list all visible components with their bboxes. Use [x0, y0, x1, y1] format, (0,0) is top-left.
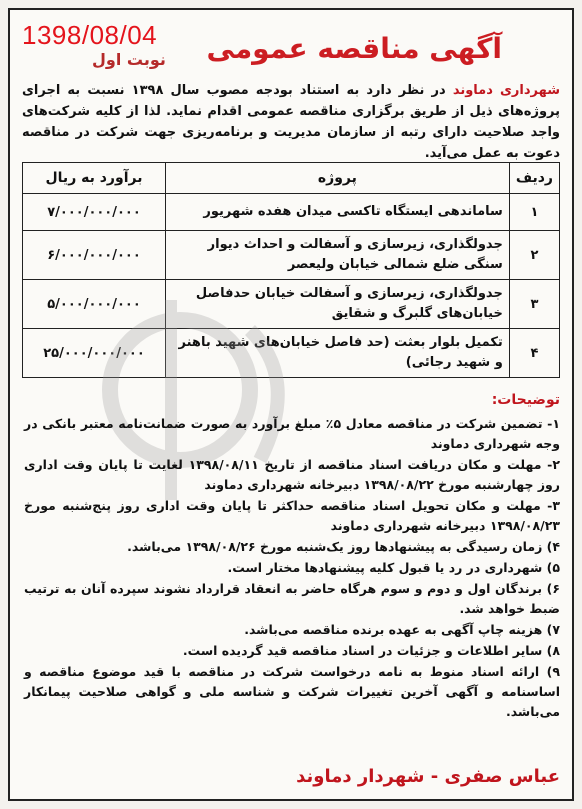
header-row-number: ردیف — [509, 163, 559, 194]
note-item: ۹) ارائه اسناد منوط به نامه درخواست شرکت در مناقصه با قید موضوع مناقصه و اساسنامه و آگهی آخرین تغییرات شرکت و شناسه ملی و گواهی صلاحیت پیمانکار می‌باشد. — [24, 664, 560, 719]
notes-list — [24, 414, 560, 723]
project-estimate: ۶/۰۰۰/۰۰۰/۰۰۰ — [23, 231, 166, 280]
projects-table — [22, 162, 560, 378]
signature: عباس صفری - شهردار دماوند — [296, 766, 560, 787]
note-item: ۵) شهرداری در رد یا قبول کلیه پیشنهادها مختار است. — [227, 560, 560, 575]
note-item: ۷) هزینه چاپ آگهی به عهده برنده مناقصه می‌باشد. — [244, 622, 560, 637]
row-number: ۲ — [509, 231, 559, 280]
tender-notice — [8, 8, 574, 801]
date-stamp: 1398/08/04 — [22, 20, 158, 50]
row-number: ۱ — [509, 194, 559, 231]
header-project: پروژه — [166, 163, 510, 194]
header-estimate: برآورد به ریال — [23, 163, 166, 194]
intro-paragraph — [22, 80, 560, 164]
notice-headline: آگهی مناقصه عمومی — [206, 32, 502, 65]
project-estimate: ۵/۰۰۰/۰۰۰/۰۰۰ — [23, 280, 166, 329]
note-item: ۳- مهلت و مکان تحویل اسناد مناقصه حداکثر تا پایان وقت اداری روز پنج‌شنبه مورخ ۱۳۹۸/۰۸/۲۳ دبیرخانه شهرداری دماوند — [24, 498, 560, 533]
project-name: ساماندهی ایستگاه تاکسی میدان هفده شهریور — [166, 194, 510, 231]
note-item: ۸) سایر اطلاعات و جزئیات در اسناد مناقصه قید گردیده است. — [182, 643, 560, 658]
project-estimate: ۲۵/۰۰۰/۰۰۰/۰۰۰ — [23, 329, 166, 378]
table-row — [23, 231, 560, 280]
table-row — [23, 329, 560, 378]
project-estimate: ۷/۰۰۰/۰۰۰/۰۰۰ — [23, 194, 166, 231]
note-item: ۴) زمان رسیدگی به پیشنهادها روز یک‌شنبه مورخ ۱۳۹۸/۰۸/۲۶ می‌باشد. — [127, 539, 560, 554]
project-name: جدولگذاری، زیرسازی و آسفالت و احداث دیوار سنگی ضلع شمالی خیابان ولیعصر — [166, 231, 510, 280]
notes-title: توضیحات: — [491, 392, 560, 408]
row-number: ۳ — [509, 280, 559, 329]
note-item: ۶) برندگان اول و دوم و سوم هرگاه حاضر به انعقاد قرارداد نشوند سپرده آنان به ترتیب ضبط خواهد شد. — [24, 581, 560, 616]
intro-text: در نظر دارد به استناد بودجه مصوب سال ۱۳۹۸ نسبت به اجرای پروژه‌های ذیل از طریق برگزاری مناقصه عمومی اقدام نماید. لذا از کلیه شرکت‌های واجد صلاحیت دارای رتبه از سازمان مدیریت و برنامه‌ریزی جهت شرکت در مناقصه دعوت به عمل می‌آید. — [22, 83, 560, 161]
edition-label: نوبت اول — [92, 50, 166, 69]
note-item: ۱- تضمین شرکت در مناقصه معادل ۵٪ مبلغ برآورد به صورت ضمانت‌نامه معتبر بانکی در وجه شهرداری دماوند — [24, 416, 560, 451]
table-row — [23, 280, 560, 329]
note-item: ۲- مهلت و مکان دریافت اسناد مناقصه از تاریخ ۱۳۹۸/۰۸/۱۱ لغایت تا پایان وقت اداری روز چهارشنبه مورخ ۱۳۹۸/۰۸/۲۲ دبیرخانه شهرداری دماوند — [24, 457, 560, 492]
organization-name: شهرداری دماوند — [452, 83, 560, 98]
project-name: جدولگذاری، زیرسازی و آسفالت خیابان حدفاصل خیابان‌های گلبرگ و شقایق — [166, 280, 510, 329]
project-name: تکمیل بلوار بعثت (حد فاصل خیابان‌های شهید باهنر و شهید رجائی) — [166, 329, 510, 378]
table-row — [23, 194, 560, 231]
row-number: ۴ — [509, 329, 559, 378]
table-header — [23, 163, 560, 194]
